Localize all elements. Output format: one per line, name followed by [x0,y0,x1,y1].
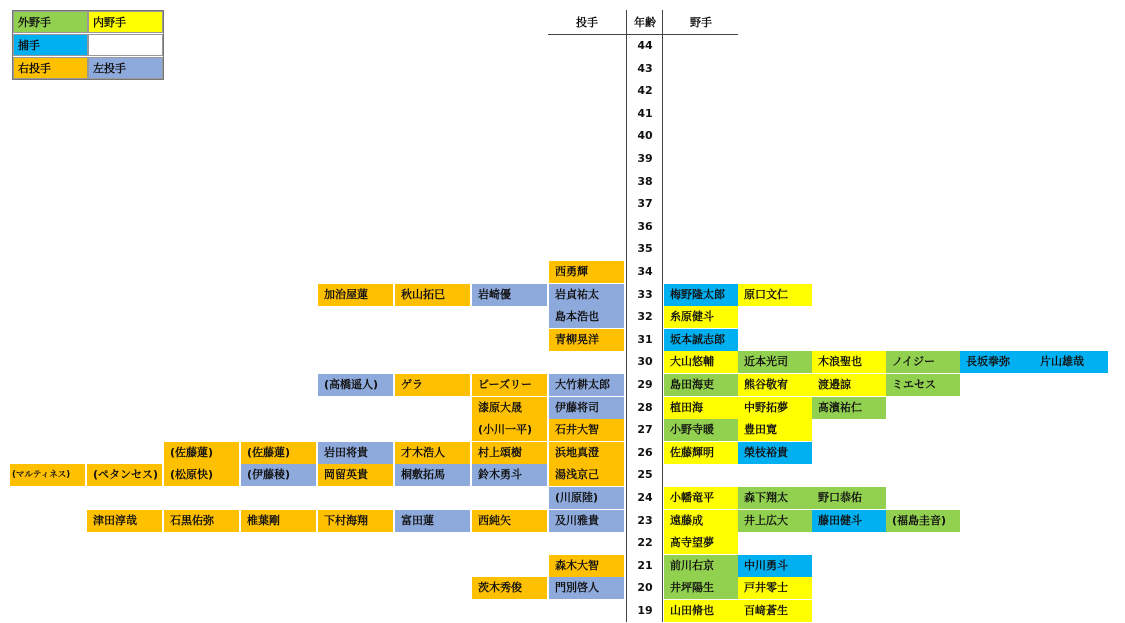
fielder-cell: 熊谷敬宥 [738,374,812,396]
age-label: 27 [637,423,653,437]
pitcher-cell: 森木大智 [549,555,624,577]
fielder-cell: 井坪陽生 [664,577,738,599]
fielder-cell: 糸原健斗 [664,306,738,328]
fielder-cell: 山田脩也 [664,600,738,622]
fielders-header: 野手 [690,16,712,29]
age-label: 19 [637,604,653,617]
pitchers-header: 投手 [576,16,598,29]
age-label: 35 [637,242,653,256]
pitcher-cell: 秋山拓巳 [395,284,470,306]
fielder-cell: 野口恭佑 [812,487,886,509]
fielder-cell: 前川右京 [664,555,738,577]
pitcher-cell: 大竹耕太郎 [549,374,624,396]
legend-infielder: 内野手 [88,11,163,33]
age-label: 37 [637,197,653,211]
pitcher-cell: 門別啓人 [549,577,624,599]
age-label: 40 [637,129,653,143]
fielder-cell: 植田海 [664,397,738,419]
age-label: 25 [637,468,653,482]
pitcher-cell: (ペタンセス) [87,464,162,486]
age-label: 30 [637,355,653,369]
fielder-cell: 大山悠輔 [664,351,738,373]
fielder-cell: 片山雄哉 [1034,351,1108,373]
pitcher-cell: (伊藤稜) [241,464,316,486]
pitcher-cell: ゲラ [395,374,470,396]
pitcher-cell: (川原陸) [549,487,624,509]
pitcher-cell: ビーズリー [472,374,547,396]
fielder-cell: 木浪聖也 [812,351,886,373]
pitcher-cell: 鈴木勇斗 [472,464,547,486]
pitcher-cell: 漆原大晟 [472,397,547,419]
fielder-cell: 豊田寛 [738,419,812,441]
pitcher-cell: (佐藤蓮) [164,442,239,464]
fielder-cell: 坂本誠志郎 [664,329,738,351]
pitcher-cell: (小川一平) [472,419,547,441]
age-label: 21 [637,558,653,572]
fielder-cell: 原口文仁 [738,284,812,306]
age-header: 年齢 [634,16,656,29]
pitcher-cell: 村上頌樹 [472,442,547,464]
pitcher-cell: (佐藤蓮) [241,442,316,464]
pitcher-cell: (松原快) [164,464,239,486]
age-label: 28 [637,400,653,414]
age-label: 31 [637,332,653,346]
pitcher-cell: 石黒佑弥 [164,510,239,532]
pitcher-cell: 桐敷拓馬 [395,464,470,486]
legend [12,10,164,80]
pitcher-cell: 岡留英貴 [318,464,393,486]
fielder-cell: ノイジー [886,351,960,373]
legend-outfielder: 外野手 [13,11,88,33]
age-label: 20 [637,581,653,595]
fielder-cell: 小野寺暖 [664,419,738,441]
pitcher-cell: 加治屋蓮 [318,284,393,306]
pitcher-cell: 才木浩人 [395,442,470,464]
pitcher-cell: 岩田将貴 [318,442,393,464]
fielder-cell: 遠藤成 [664,510,738,532]
age-label: 22 [637,536,653,550]
fielder-cell: 梅野隆太郎 [664,284,738,306]
age-label: 38 [637,174,653,188]
pitcher-cell: 西勇輝 [549,261,624,283]
pitcher-cell: 島本浩也 [549,306,624,328]
age-label: 33 [637,287,653,301]
pitcher-cell: 湯浅京己 [549,464,624,486]
age-label: 24 [637,491,653,504]
fielder-cell: 榮枝裕貴 [738,442,812,464]
pitcher-cell: 茨木秀俊 [472,577,547,599]
fielder-cell: 髙濱祐仁 [812,397,886,419]
age-label: 34 [637,265,653,278]
fielder-cell: ミエセス [886,374,960,396]
age-divider-right [662,10,663,622]
legend-blank [88,34,163,56]
age-label: 43 [637,61,653,75]
fielder-cell: 百﨑蒼生 [738,600,812,622]
age-label: 41 [637,106,653,120]
pitcher-cell: (マルティネス) [10,464,85,486]
fielder-cell: 佐藤輝明 [664,442,738,464]
fielder-cell: 島田海吏 [664,374,738,396]
legend-right-pitcher: 右投手 [13,57,88,79]
fielder-cell: 長坂拳弥 [960,351,1034,373]
age-label: 32 [637,310,653,324]
fielder-cell: 小幡竜平 [664,487,738,509]
pitcher-cell: 岩崎優 [472,284,547,306]
fielder-cell: 藤田健斗 [812,510,886,532]
fielder-cell: 森下翔太 [738,487,812,509]
age-label: 36 [637,219,653,233]
fielder-cell: 髙寺望夢 [664,532,738,554]
fielder-cell: 渡邉諒 [812,374,886,396]
legend-catcher: 捕手 [13,34,88,56]
age-label: 26 [637,445,653,459]
pitcher-cell: 津田淳哉 [87,510,162,532]
age-label: 42 [637,84,653,98]
age-divider-left [626,10,627,622]
fielder-cell: 戸井零士 [738,577,812,599]
fielder-cell: 中野拓夢 [738,397,812,419]
pitcher-cell: 富田蓮 [395,510,470,532]
pitcher-cell: 浜地真澄 [549,442,624,464]
pitcher-cell: (高橋遥人) [318,374,393,396]
fielder-cell: 近本光司 [738,351,812,373]
age-label: 44 [637,39,653,52]
pitcher-cell: 石井大智 [549,419,624,441]
pitcher-cell: 伊藤将司 [549,397,624,419]
pitcher-cell: 下村海翔 [318,510,393,532]
pitcher-cell: 椎葉剛 [241,510,316,532]
legend-left-pitcher: 左投手 [88,57,163,79]
age-label: 29 [637,378,653,391]
pitcher-cell: 及川雅貴 [549,510,624,532]
pitcher-cell: 西純矢 [472,510,547,532]
age-label: 39 [637,152,653,165]
fielder-cell: (福島圭音) [886,510,960,532]
fielder-cell: 中川勇斗 [738,555,812,577]
pitcher-cell: 岩貞祐太 [549,284,624,306]
pitcher-cell: 青柳晃洋 [549,329,624,351]
age-label: 23 [637,513,653,527]
fielder-cell: 井上広大 [738,510,812,532]
